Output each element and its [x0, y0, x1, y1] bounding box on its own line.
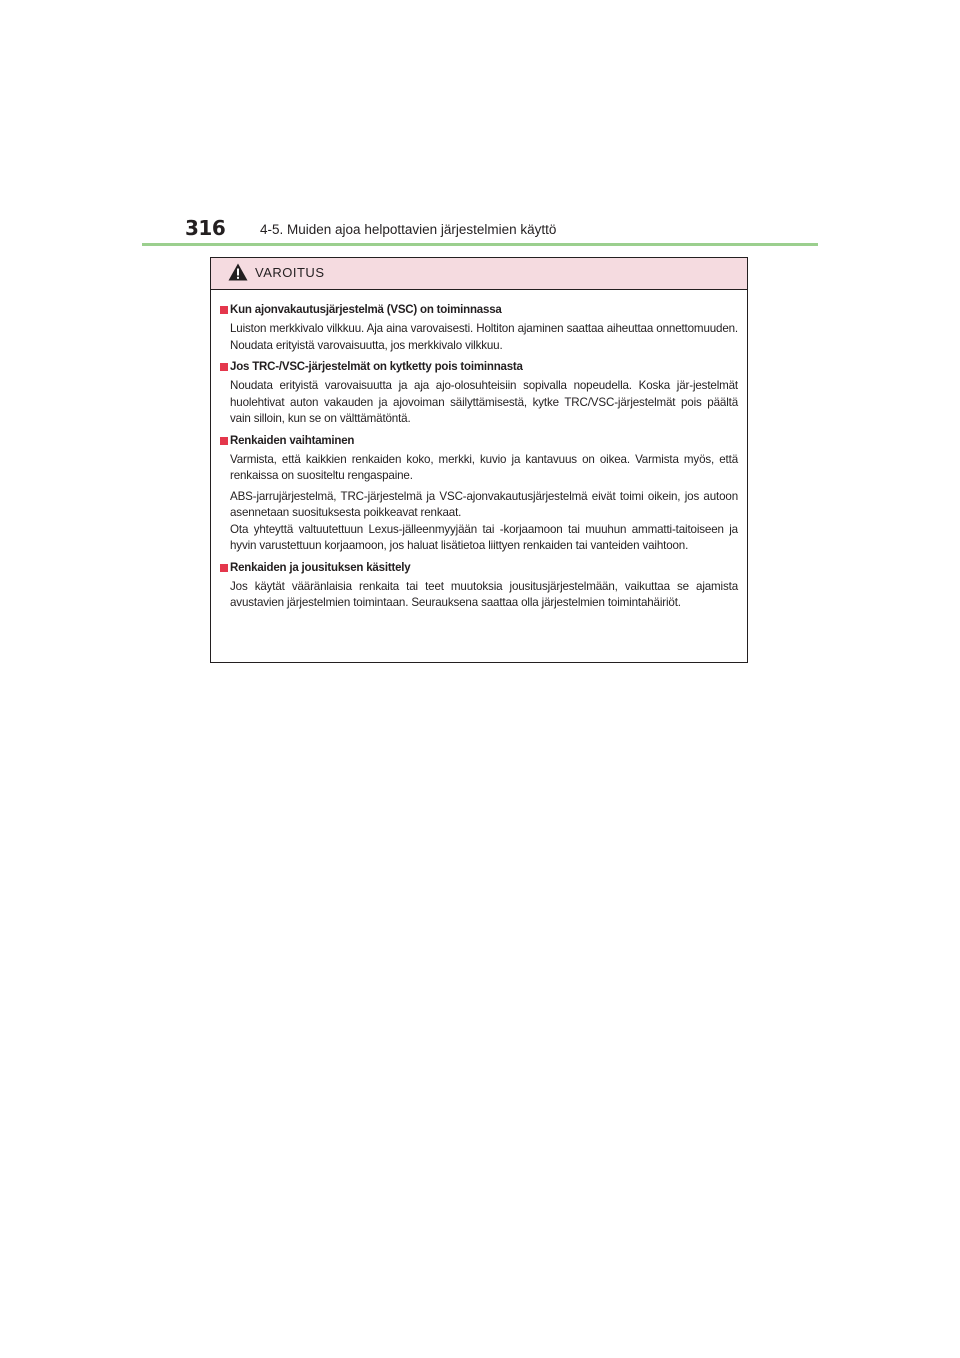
warning-box — [210, 257, 748, 663]
square-bullet-icon — [220, 306, 228, 314]
square-bullet-icon — [220, 437, 228, 445]
item-paragraph: ABS-jarrujärjestelmä, TRC-järjestelmä ja VSC-ajonvakautusjärjestelmä eivät toimi oikein, jos autoon asennetaan suosituksesta poikkeavat renkaat. — [230, 489, 738, 519]
warning-triangle-icon — [228, 263, 248, 281]
warning-item-tire-change — [220, 433, 738, 555]
item-heading-text: Renkaiden vaihtaminen — [230, 434, 355, 447]
item-paragraph: Jos käytät vääränlaisia renkaita tai teet muutoksia jousitusjärjestelmään, vaikuttaa se ajamista avustavien järjestelmien toimintaan. Seurauksena saattaa olla järjestelmien toimintahäiriöt. — [230, 579, 738, 609]
warning-item-vsc-active — [220, 302, 738, 354]
item-heading-text: Renkaiden ja jousituksen käsittely — [230, 561, 411, 574]
item-paragraph: Varmista, että kaikkien renkaiden koko, merkki, kuvio ja kantavuus on oikea. Varmista myös, että renkaissa on suositeltu rengaspaine. — [230, 452, 738, 482]
warning-body — [211, 290, 747, 612]
item-heading — [220, 433, 738, 449]
warning-title: VAROITUS — [255, 265, 325, 280]
item-heading-text: Jos TRC-/VSC-järjestelmät on kytketty pois toiminnasta — [230, 361, 523, 373]
page-number: 316 — [185, 216, 226, 240]
item-paragraph: Noudata erityistä varovaisuutta ja aja ajo-olosuhteisiin sopivalla nopeudella. Koska jär-jestelmät huolehtivat auton vakauden ja ajovoiman säilyttämisestä, kytke TRC/VSC-järjestelmät pois päältä vain silloin, kun se on välttämätöntä. — [230, 379, 738, 425]
warning-header — [211, 258, 747, 290]
warning-item-trc-vsc-off — [220, 359, 738, 428]
item-heading — [220, 302, 738, 318]
section-title: 4-5. Muiden ajoa helpottavien järjestelmien käyttö — [260, 222, 557, 237]
warning-item-tires-suspension — [220, 560, 738, 612]
page-header — [185, 214, 825, 244]
item-heading-text: Kun ajonvakautusjärjestelmä (VSC) on toiminnassa — [230, 304, 502, 316]
header-rule — [142, 243, 818, 246]
item-paragraph: Ota yhteyttä valtuutettuun Lexus-jälleenmyyjään tai -korjaamoon tai muuhun ammatti-taitoiseen ja hyvin varustettuun korjaamoon, jos haluat lisätietoa liittyen renkaiden tai vanteiden vaihtoon. — [230, 522, 738, 552]
item-paragraph: Luiston merkkivalo vilkkuu. Aja aina varovaisesti. Holtiton ajaminen saattaa aiheuttaa onnettomuuden. Noudata erityistä varovaisuutta, jos merkkivalo vilkkuu. — [230, 322, 738, 352]
square-bullet-icon — [220, 363, 228, 371]
square-bullet-icon — [220, 564, 228, 572]
item-heading — [220, 359, 738, 375]
item-heading — [220, 560, 738, 576]
